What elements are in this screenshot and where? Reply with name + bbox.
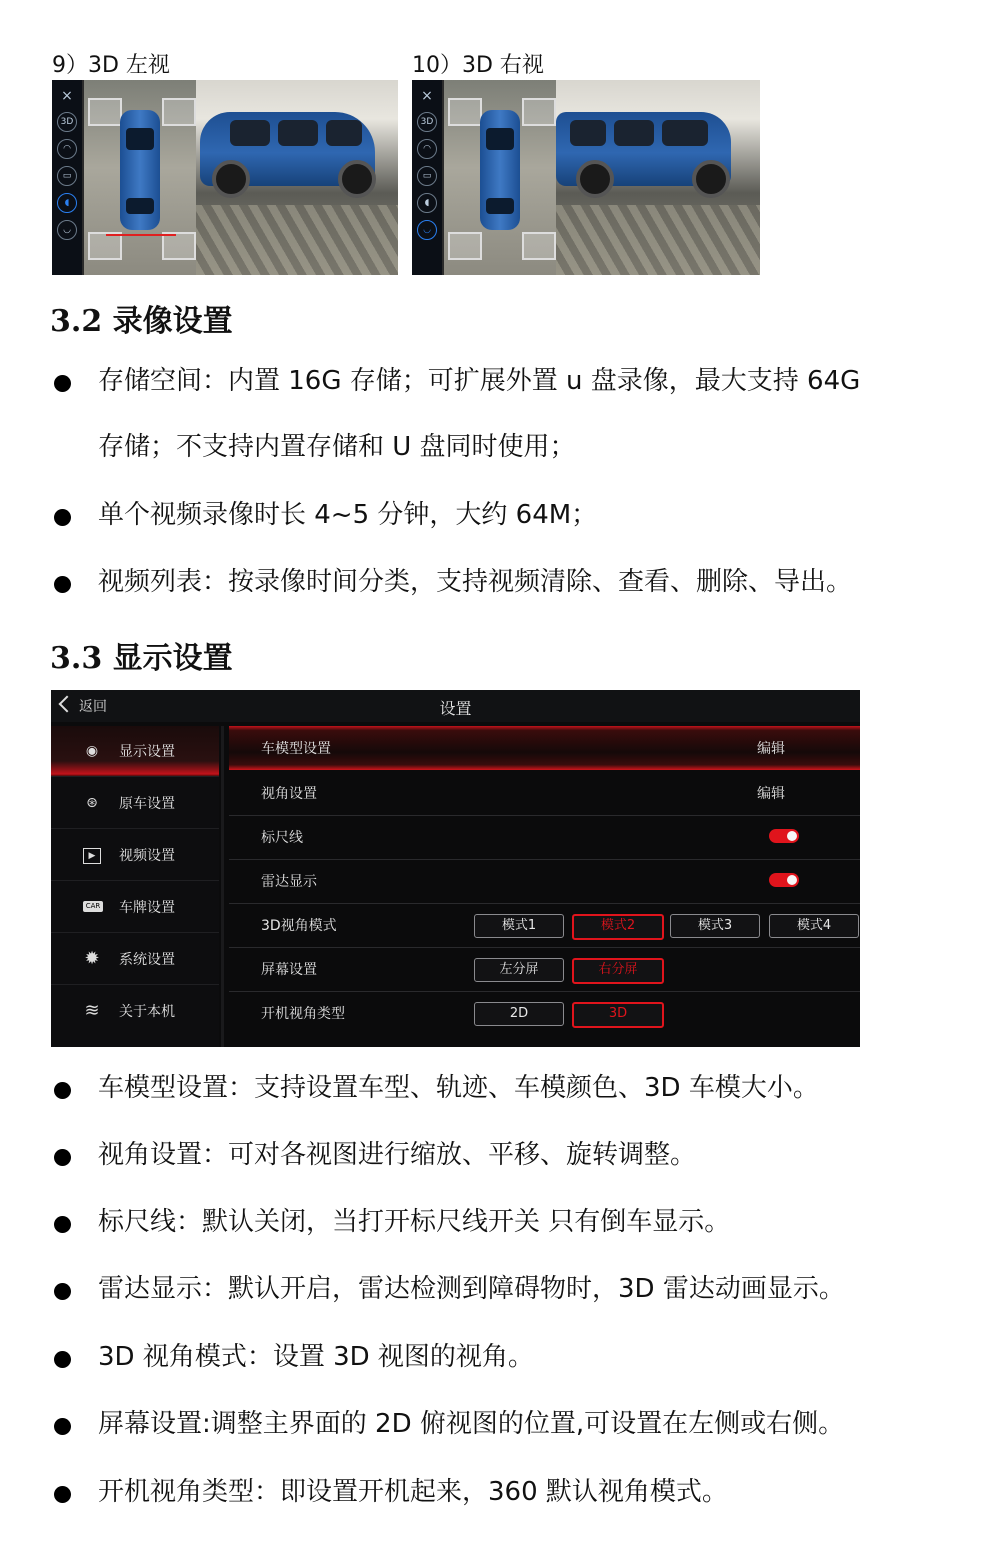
boot-2d-button[interactable]: 2D xyxy=(474,1002,564,1026)
bullet-dot xyxy=(54,1149,71,1166)
ground-texture xyxy=(556,205,760,275)
left-split-button[interactable]: 左分屏 xyxy=(474,958,564,982)
sidebar-item-system-settings[interactable] xyxy=(51,934,219,985)
bullet-text: 开机视角类型：即设置开机起来，360 默认视角模式。 xyxy=(98,1477,728,1507)
bullet-text: 车模型设置：支持设置车型、轨迹、车模颜色、3D 车模大小。 xyxy=(98,1073,819,1103)
front-radar-icon[interactable]: ◠ xyxy=(417,139,437,159)
settings-title: 设置 xyxy=(439,699,472,718)
bullet-text: 存储空间：内置 16G 存储；可扩展外置 u 盘录像，最大支持 64G xyxy=(98,366,861,396)
bullet-dot xyxy=(54,375,71,392)
bullet-dot xyxy=(54,1216,71,1233)
bullet-text: 3D 视角模式：设置 3D 视图的视角。 xyxy=(98,1342,534,1372)
car-icon[interactable]: ▭ xyxy=(57,166,77,186)
edit-button[interactable]: 编辑 xyxy=(757,741,785,757)
gear-icon: ✹ xyxy=(84,948,100,969)
mode-2-button[interactable]: 模式2 xyxy=(572,914,664,940)
settings-sidebar xyxy=(51,726,219,1047)
bullet-text: 视频列表：按录像时间分类，支持视频清除、查看、删除、导出。 xyxy=(98,567,853,597)
rear-radar-icon[interactable]: ◡ xyxy=(417,220,437,240)
ground-texture xyxy=(196,205,398,275)
bullet-text: 雷达显示：默认开启，雷达检测到障碍物时，3D 雷达动画显示。 xyxy=(98,1274,845,1304)
bullet-item xyxy=(50,1073,960,1107)
sidebar-item-label: 系统设置 xyxy=(119,952,175,968)
caption-3d-left-view: 9）3D 左视 xyxy=(52,53,170,78)
row-car-model-settings[interactable] xyxy=(229,726,860,770)
camera-view-rail xyxy=(52,80,82,275)
bullet-item xyxy=(50,500,960,534)
camera-view-rail xyxy=(412,80,442,275)
sidebar-item-plate-settings[interactable] xyxy=(51,882,219,933)
camera-marker xyxy=(522,232,556,260)
sidebar-item-label: 视频设置 xyxy=(119,848,175,864)
bullet-item xyxy=(50,366,960,466)
edit-button[interactable]: 编辑 xyxy=(757,786,785,802)
car-side-model xyxy=(556,112,731,186)
sidebar-divider xyxy=(221,726,224,1047)
bullet-text: 视角设置：可对各视图进行缩放、平移、旋转调整。 xyxy=(98,1140,697,1170)
license-plate-icon: CAR xyxy=(83,901,103,912)
bullet-item xyxy=(50,1274,960,1308)
row-radar-display xyxy=(229,859,860,904)
side-radar-icon[interactable]: ◖ xyxy=(57,193,77,213)
camera-marker xyxy=(522,98,556,126)
settings-topbar xyxy=(51,690,860,722)
row-label: 屏幕设置 xyxy=(261,962,317,978)
top-down-camera-view xyxy=(444,80,556,275)
close-icon[interactable]: × xyxy=(421,88,433,104)
layers-icon: ≋ xyxy=(84,1000,100,1021)
bullet-dot xyxy=(54,1082,71,1099)
row-boot-view-type xyxy=(229,991,860,1035)
bullet-text-continued: 存储；不支持内置存储和 U 盘同时使用； xyxy=(98,432,576,462)
bullet-item xyxy=(50,1342,960,1376)
bullet-item xyxy=(50,1140,960,1174)
mode-4-button[interactable]: 模式4 xyxy=(769,914,859,938)
camera-marker xyxy=(88,98,122,126)
screenshot-3d-right-view xyxy=(412,80,760,275)
row-label: 标尺线 xyxy=(261,830,303,846)
car-top-model xyxy=(120,110,160,230)
sidebar-item-label: 显示设置 xyxy=(119,744,175,760)
camera-marker xyxy=(88,232,122,260)
3d-side-camera-view xyxy=(196,80,398,275)
bullet-text: 单个视频录像时长 4~5 分钟，大约 64M； xyxy=(98,500,598,530)
bullet-dot xyxy=(54,1351,71,1368)
bullet-dot xyxy=(54,1486,71,1503)
sidebar-item-display-settings[interactable] xyxy=(51,726,219,777)
row-view-angle-settings[interactable] xyxy=(229,771,860,816)
camera-marker xyxy=(448,232,482,260)
car-top-model xyxy=(480,110,520,230)
bullet-item xyxy=(50,1207,960,1241)
car-icon[interactable]: ▭ xyxy=(417,166,437,186)
bullet-item xyxy=(50,1477,960,1511)
section-heading-3-3: 3.3 显示设置 xyxy=(50,641,233,676)
3d-icon[interactable]: 3D xyxy=(57,112,77,132)
sidebar-item-vehicle-settings[interactable] xyxy=(51,778,219,829)
guide-line xyxy=(106,234,176,236)
section-heading-3-2: 3.2 录像设置 xyxy=(50,304,233,339)
radar-display-toggle[interactable] xyxy=(769,873,799,887)
bullet-dot xyxy=(54,509,71,526)
3d-icon[interactable]: 3D xyxy=(417,112,437,132)
bullet-dot xyxy=(54,1283,71,1300)
car-side-model xyxy=(200,112,375,186)
row-label: 开机视角类型 xyxy=(261,1006,345,1022)
row-label: 车模型设置 xyxy=(261,741,331,757)
back-label: 返回 xyxy=(79,699,107,715)
mode-1-button[interactable]: 模式1 xyxy=(474,914,564,938)
caption-3d-right-view: 10）3D 右视 xyxy=(412,53,544,78)
row-label: 雷达显示 xyxy=(261,874,317,890)
bullet-item xyxy=(50,1409,960,1443)
rear-radar-icon[interactable]: ◡ xyxy=(57,220,77,240)
steering-wheel-icon: ⊛ xyxy=(86,795,98,811)
row-ruler-line xyxy=(229,815,860,860)
ruler-line-toggle[interactable] xyxy=(769,829,799,843)
play-icon: ▶ xyxy=(83,848,101,864)
side-radar-icon[interactable]: ◖ xyxy=(417,193,437,213)
row-screen-settings xyxy=(229,947,860,992)
display-settings-screenshot xyxy=(51,690,860,1047)
3d-side-camera-view xyxy=(556,80,760,275)
front-radar-icon[interactable]: ◠ xyxy=(57,139,77,159)
camera-marker xyxy=(162,232,196,260)
sidebar-item-label: 原车设置 xyxy=(119,796,175,812)
bullet-dot xyxy=(54,576,71,593)
row-label: 视角设置 xyxy=(261,786,317,802)
bullet-text: 屏幕设置:调整主界面的 2D 俯视图的位置,可设置在左侧或右侧。 xyxy=(98,1409,845,1439)
camera-marker xyxy=(162,98,196,126)
sidebar-item-label: 关于本机 xyxy=(119,1004,175,1020)
bullet-item xyxy=(50,567,960,601)
sidebar-item-video-settings[interactable] xyxy=(51,830,219,881)
mode-3-button[interactable]: 模式3 xyxy=(670,914,760,938)
sidebar-item-about[interactable] xyxy=(51,986,219,1036)
bullet-text: 标尺线：默认关闭，当打开标尺线开关 只有倒车显示。 xyxy=(98,1207,731,1237)
boot-3d-button[interactable]: 3D xyxy=(572,1002,664,1028)
close-icon[interactable]: × xyxy=(61,88,73,104)
sidebar-item-label: 车牌设置 xyxy=(119,900,175,916)
top-down-camera-view xyxy=(84,80,196,275)
row-3d-view-mode xyxy=(229,903,860,948)
row-label: 3D视角模式 xyxy=(261,918,337,934)
camera-marker xyxy=(448,98,482,126)
eye-icon: ◉ xyxy=(85,743,99,759)
screenshot-3d-left-view xyxy=(52,80,398,275)
right-split-button[interactable]: 右分屏 xyxy=(572,958,664,984)
bullet-dot xyxy=(54,1418,71,1435)
